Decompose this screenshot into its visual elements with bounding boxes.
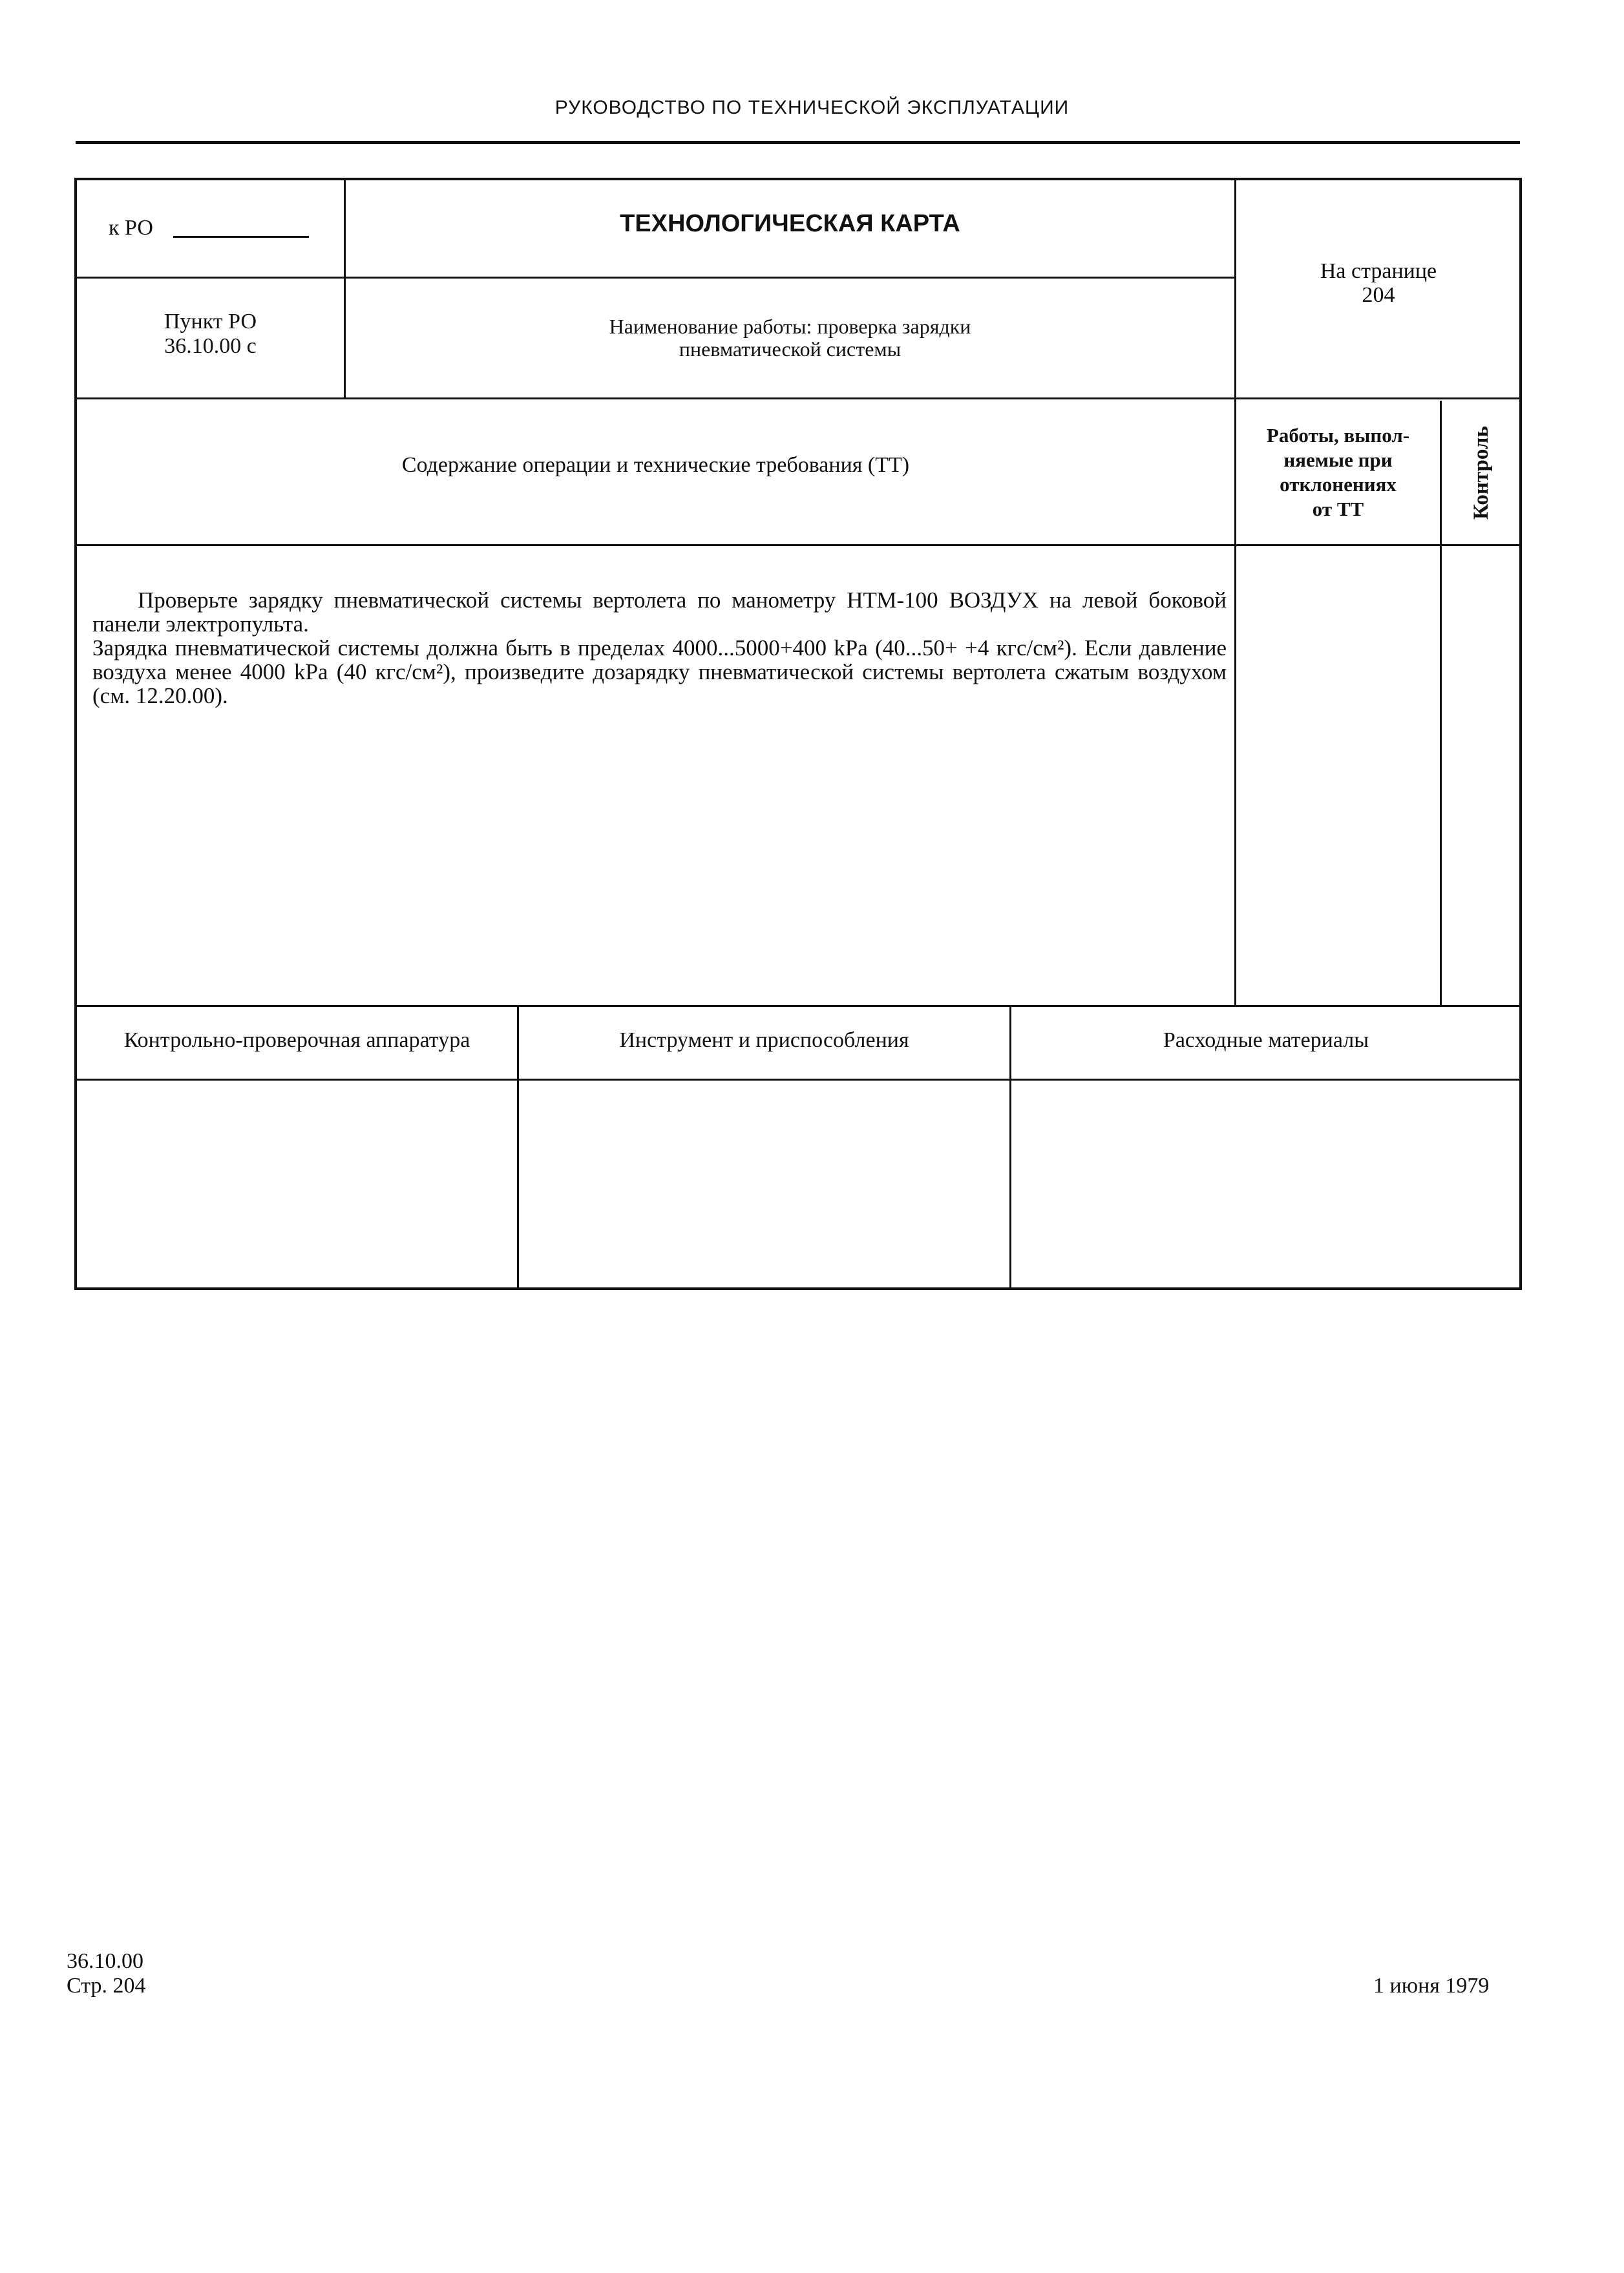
work-name-line1: Наименование работы: проверка зарядки — [609, 315, 971, 338]
deviation-line1: Работы, выпол- — [1266, 424, 1410, 447]
control-label: Контроль — [1469, 425, 1493, 520]
page-label: На странице — [1320, 259, 1437, 283]
divider-v3 — [1440, 401, 1442, 1006]
deviation-line3: отклонениях — [1280, 473, 1397, 496]
deviation-line4: от ТТ — [1312, 498, 1364, 520]
header-rule — [76, 141, 1520, 144]
ref-underline — [173, 236, 309, 238]
divider-h4 — [76, 1005, 1521, 1007]
content-column-header: Содержание операции и технические требования (ТТ) — [401, 453, 910, 477]
divider-h2 — [76, 397, 1521, 399]
operation-paragraph-1: Проверьте зарядку пневматической системы вертолета по манометру НТМ-100 ВОЗДУХ на левой боковой панели электропульта. — [92, 587, 1227, 637]
tools-header: Инструмент и приспособления — [619, 1028, 909, 1052]
operation-content — [92, 588, 1227, 708]
document-header: РУКОВОДСТВО ПО ТЕХНИЧЕСКОЙ ЭКСПЛУАТАЦИИ — [554, 97, 1070, 118]
footer-page: Стр. 204 — [67, 1974, 146, 1998]
control-column-header — [1445, 402, 1517, 543]
divider-h3 — [76, 544, 1521, 546]
card-title: ТЕХНОЛОГИЧЕСКАЯ КАРТА — [620, 210, 960, 237]
divider-h5 — [76, 1079, 1521, 1081]
footer-date: 1 июня 1979 — [1373, 1974, 1490, 1998]
equipment-header: Контрольно-проверочная аппаратура — [123, 1028, 470, 1052]
point-label: Пункт РО — [163, 310, 257, 333]
ref-cell — [109, 215, 153, 240]
materials-header: Расходные материалы — [1163, 1028, 1369, 1052]
operation-paragraph-2: Зарядка пневматической системы должна быть в пределах 4000...5000+400 kPa (40...50+ +4 кгс/см²). Если давление воздуха менее 4000 kPa (40 кгс/см²), произведите дозарядку пневматической системы вертолета сжатым воздухом (см. 12.20.00). — [92, 635, 1227, 708]
deviation-line2: няемые при — [1283, 449, 1393, 471]
deviation-column-header — [1236, 423, 1440, 522]
ref-label: к РО — [109, 216, 153, 240]
page-number: 204 — [1362, 283, 1395, 307]
divider-h1 — [76, 277, 1236, 279]
footer-section: 36.10.00 — [67, 1949, 143, 1973]
work-name-line2: пневматической системы — [679, 337, 902, 361]
point-value: 36.10.00 с — [164, 334, 257, 358]
